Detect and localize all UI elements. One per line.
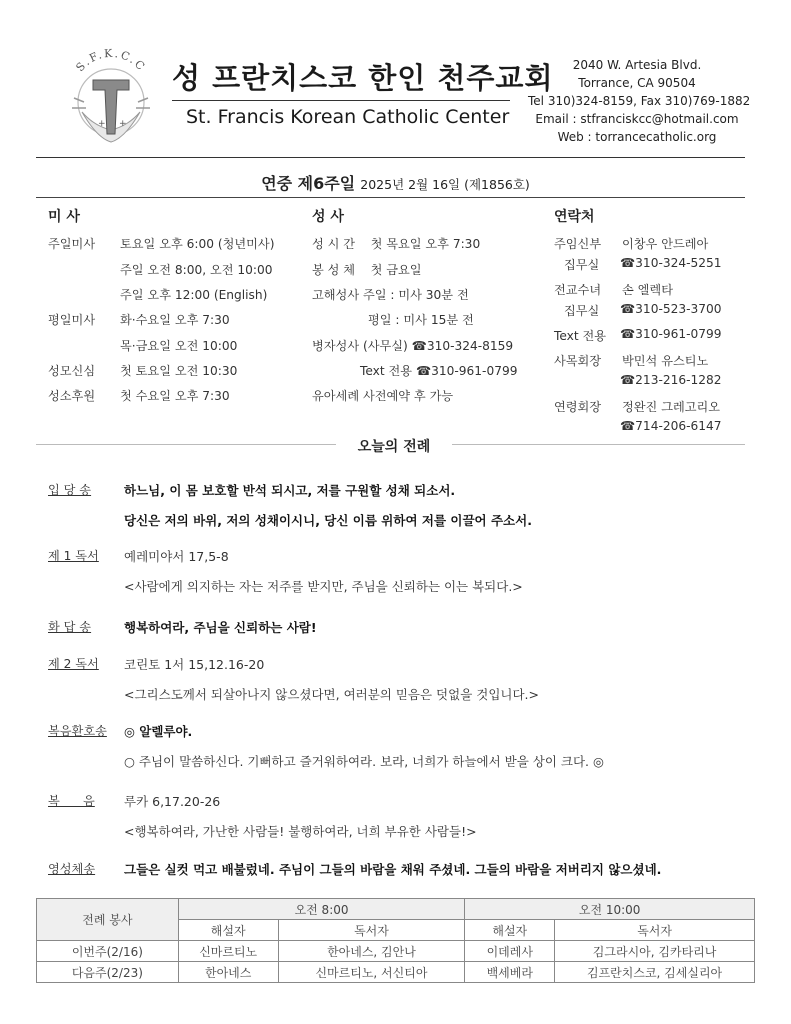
week-cell: 이번주(2/16) [37, 941, 179, 962]
second-reading-ref: 코린토 1서 15,12.16-20 [124, 657, 265, 672]
parish-name-english: St. Francis Korean Catholic Center [186, 106, 510, 128]
entrance-antiphon-line-1: 하느님, 이 몸 보호할 반석 되시고, 저를 구원할 성채 되소서. [124, 483, 456, 498]
commentator-header: 해설자 [465, 920, 555, 941]
gospel-ref: 루카 6,17.20-26 [124, 794, 221, 809]
issue-date: 2025년 2월 16일 (제1856호) [360, 177, 530, 192]
sacrament-row: 병자성사 (사무실) ☎310-324-8159 [312, 339, 514, 353]
sacrament-row: 봉 성 체 첫 금요일 [312, 263, 422, 277]
title-divider [172, 100, 510, 101]
readers-cell: 한아네스, 김안나 [278, 941, 465, 962]
svg-text:+: + [98, 119, 106, 129]
sacrament-row: 유아세례 사전예약 후 가능 [312, 389, 454, 403]
commentator-cell: 한아네스 [178, 962, 278, 983]
readers-cell: 김그라시아, 김카타리나 [555, 941, 755, 962]
logo-text: S.F.K.C.C [73, 46, 149, 75]
readers-cell: 김프란치스코, 김세실리아 [555, 962, 755, 983]
commentator-cell: 이데레사 [465, 941, 555, 962]
first-reading-ref: 예레미야서 17,5-8 [124, 549, 229, 564]
ministry-schedule-table [36, 898, 755, 983]
address-line-2: Torrance, CA 90504 [578, 76, 696, 90]
mass-8am-header: 오전 8:00 [178, 899, 465, 920]
gospel-label: 복 음 [48, 794, 95, 808]
communion-antiphon-label: 영성체송 [48, 862, 96, 876]
readers-cell: 신마르티노, 서신티아 [278, 962, 465, 983]
mass-section-title: 미 사 [48, 209, 80, 225]
svg-text:S.F.K.C.C [74, 47, 149, 74]
contact-block [528, 56, 751, 146]
gospel-acclamation-line-2: ○ 주님이 말씀하신다. 기뻐하고 즐거워하여라. 보라, 너희가 하늘에서 받을 상이 크다. ◎ [124, 754, 604, 769]
communion-antiphon-text: 그들은 실컷 먹고 배불렀네. 주님이 그들의 바람을 채워 주셨네. 그들의 바람을 저버리지 않으셨네. [124, 862, 662, 877]
first-reading-summary: <사람에게 의지하는 자는 저주를 받지만, 주님을 신뢰하는 이는 복되다.> [124, 579, 523, 594]
commentator-cell: 신마르티노 [178, 941, 278, 962]
table-corner-header: 전례 봉사 [37, 899, 179, 941]
readers-header: 독서자 [278, 920, 465, 941]
contacts-section-title: 연락처 [554, 209, 595, 225]
second-reading-label: 제 2 독서 [48, 657, 99, 671]
dateline-divider [36, 197, 745, 198]
svg-text:+: + [119, 119, 127, 129]
second-reading-summary: <그리스도께서 되살아나지 않으셨다면, 여러분의 믿음은 덧없을 것입니다.> [124, 687, 539, 702]
psalm-label: 화 답 송 [48, 620, 92, 634]
sacrament-row: 성 시 간 첫 목요일 오후 7:30 [312, 237, 481, 251]
sacraments-section-title: 성 사 [312, 209, 344, 225]
sacrament-row: Text 전용 ☎310-961-0799 [360, 364, 518, 378]
liturgy-divider-right [452, 444, 745, 445]
psalm-text: 행복하여라, 주님을 신뢰하는 사람! [124, 620, 317, 635]
address-line-1: 2040 W. Artesia Blvd. [572, 58, 702, 72]
week-cell: 다음주(2/23) [37, 962, 179, 983]
liturgy-title: 오늘의 전례 [357, 439, 431, 455]
liturgy-divider-left [36, 444, 336, 445]
commentator-cell: 백세베라 [465, 962, 555, 983]
first-reading-label: 제 1 독서 [48, 549, 99, 563]
mass-10am-header: 오전 10:00 [465, 899, 755, 920]
email[interactable]: Email : stfranciskcc@hotmail.com [535, 112, 739, 126]
parish-logo [62, 42, 160, 148]
gospel-acclamation-line-1: ◎ 알렐루야. [124, 724, 193, 739]
table-row [37, 941, 755, 962]
entrance-antiphon-label: 입 당 송 [48, 483, 92, 497]
gospel-summary: <행복하여라, 가난한 사람들! 불행하여라, 너희 부유한 사람들!> [124, 824, 477, 839]
sacrament-row: 평일 : 미사 15분 전 [368, 313, 474, 327]
header-divider [36, 157, 745, 158]
readers-header: 독서자 [555, 920, 755, 941]
website[interactable]: Web : torrancecatholic.org [557, 130, 717, 144]
table-row [37, 962, 755, 983]
sacrament-row: 고해성사 주일 : 미사 30분 전 [312, 288, 469, 302]
liturgical-week: 연중 제6주일 [261, 174, 356, 193]
gospel-acclamation-label: 복음환호송 [48, 724, 107, 738]
dateline [0, 171, 791, 194]
commentator-header: 해설자 [178, 920, 278, 941]
parish-name-korean: 성 프란치스코 한인 천주교회 [172, 61, 554, 95]
entrance-antiphon-line-2: 당신은 저의 바위, 저의 성채이시니, 당신 이름 위하여 저를 이끌어 주소서. [124, 513, 532, 528]
phone-fax: Tel 310)324-8159, Fax 310)769-1882 [528, 94, 751, 108]
